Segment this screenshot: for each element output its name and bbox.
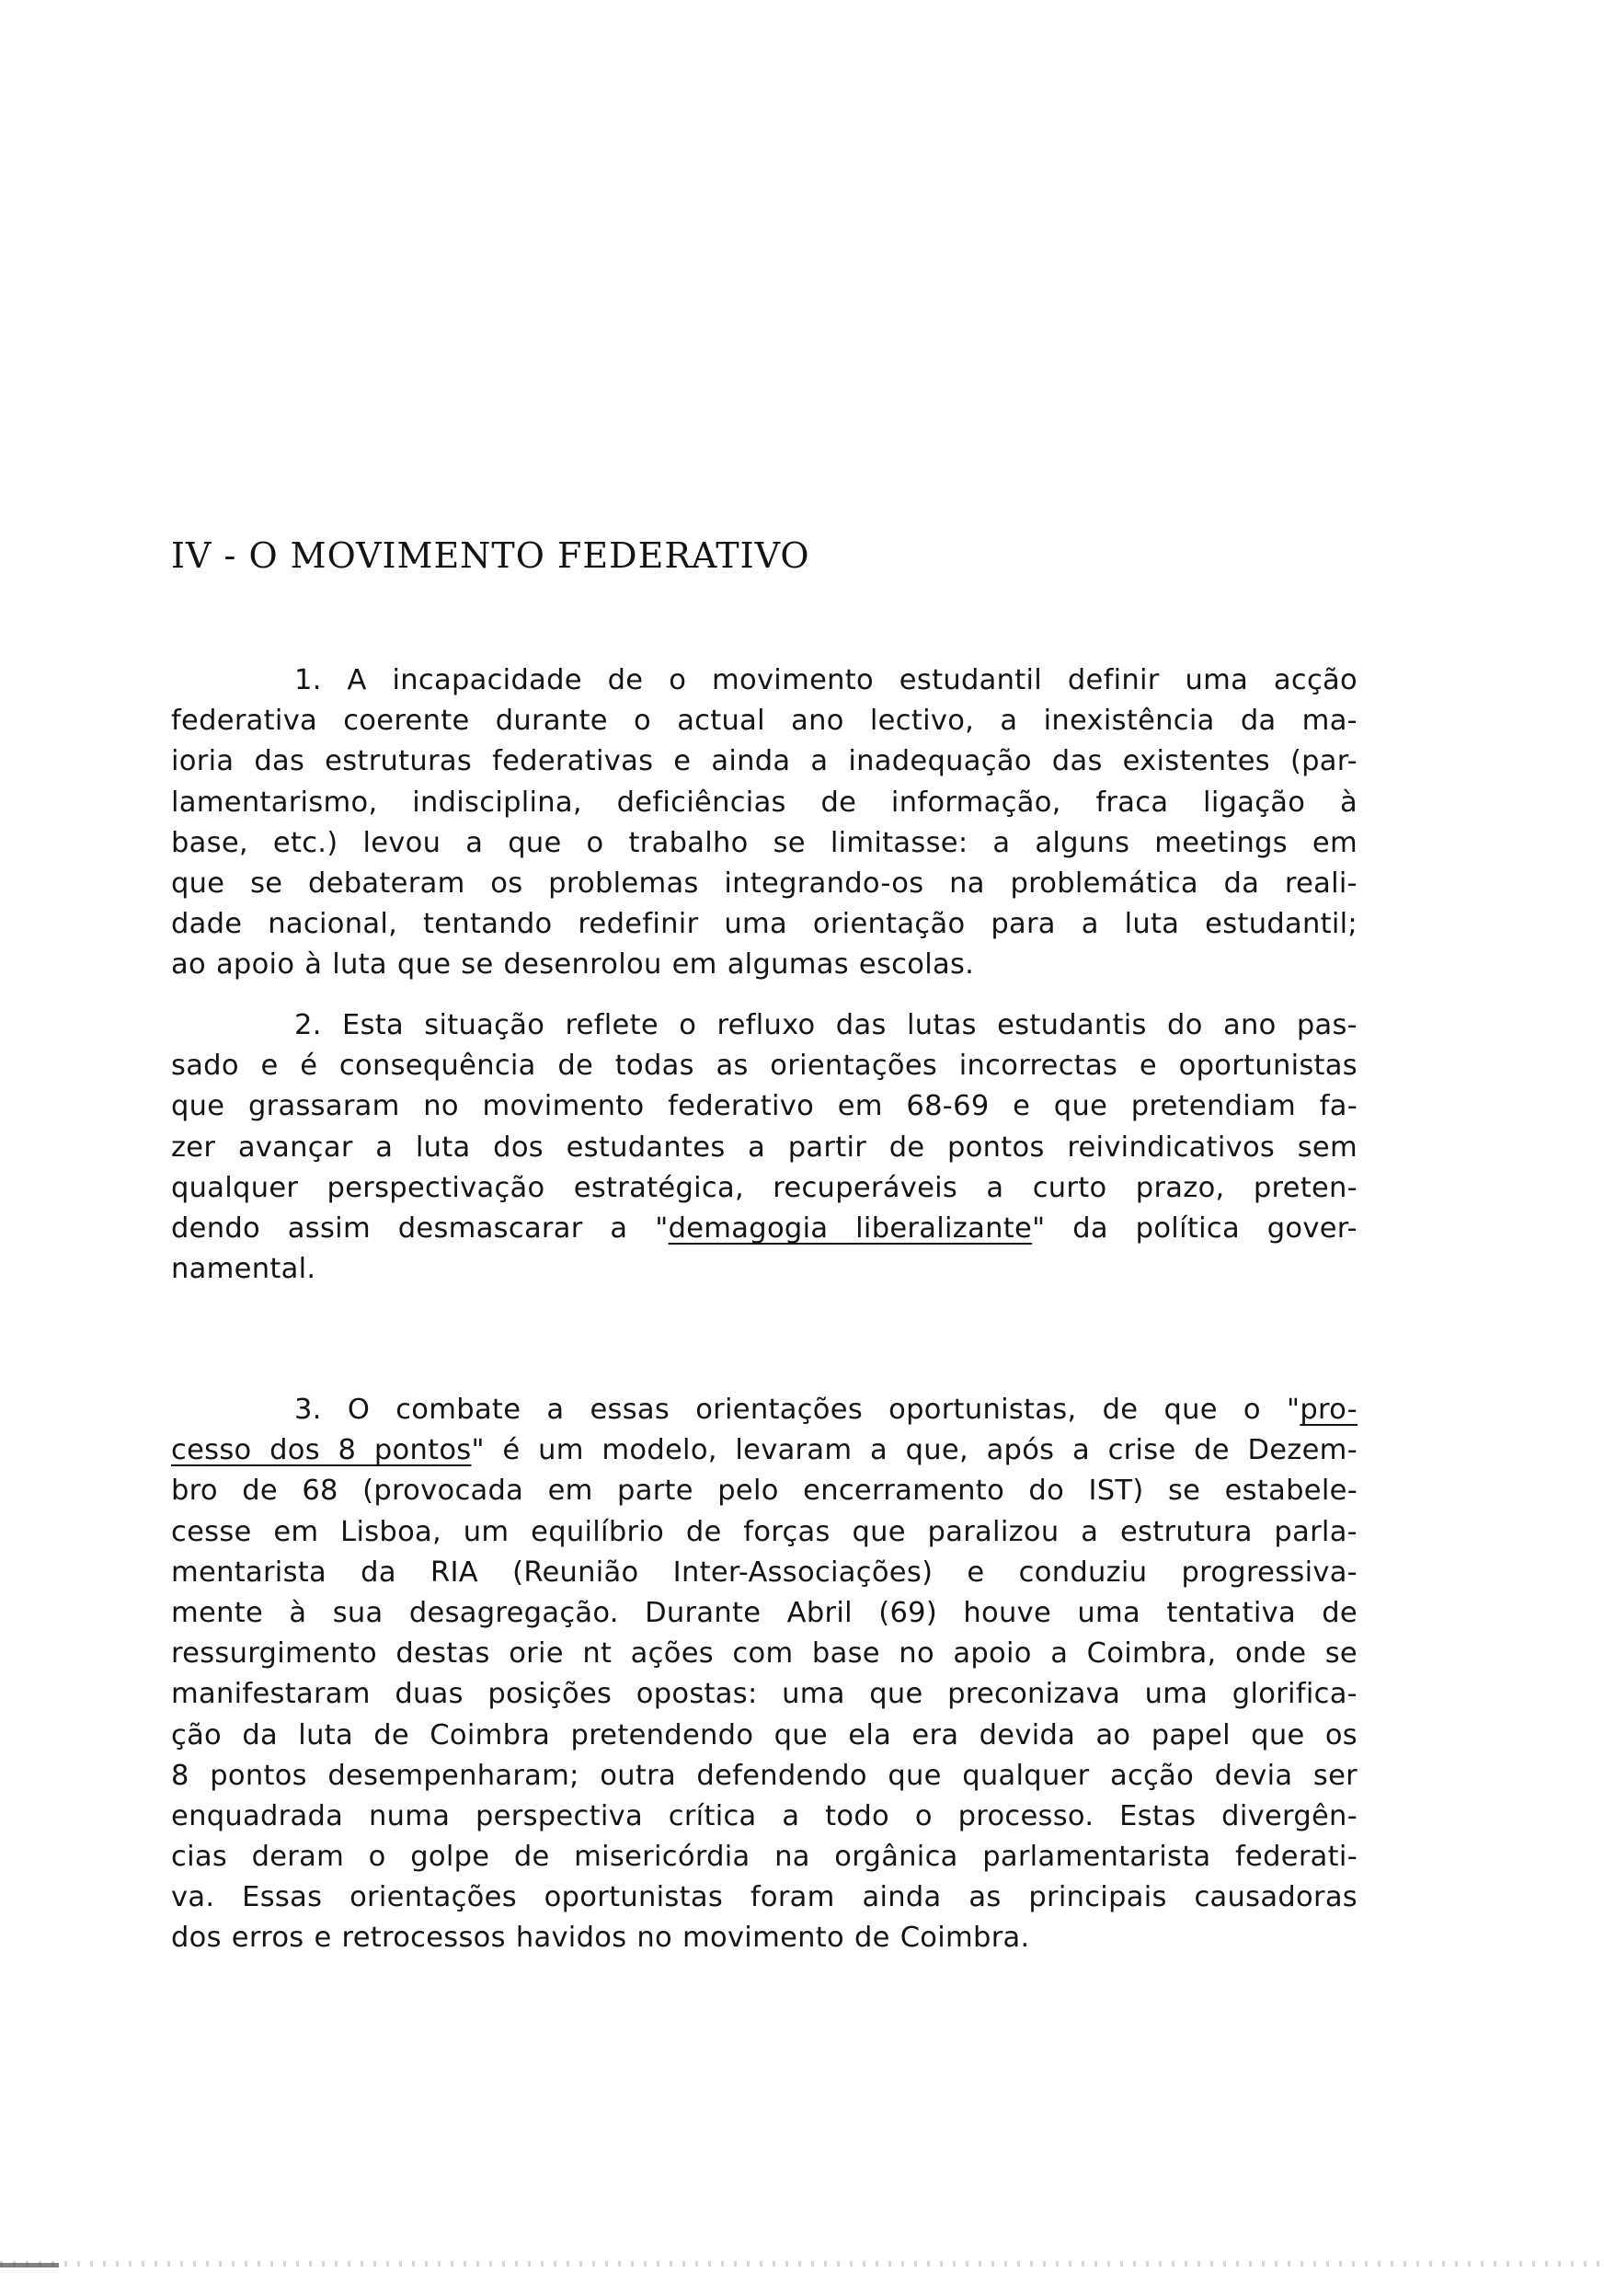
underlined-phrase: pro- bbox=[1300, 1394, 1358, 1426]
paragraph-line: 8 pontos desempenharam; outra defendendo que qualquer acção devia ser bbox=[171, 1759, 1358, 1792]
paragraph-line bbox=[171, 1390, 1358, 1430]
paragraph-line: ção da luta de Coimbra pretendendo que ela era devida ao papel que os bbox=[171, 1718, 1358, 1751]
paragraph-line: manifestaram duas posições opostas: uma que preconizava uma glorifica- bbox=[171, 1678, 1358, 1711]
paragraph-2 bbox=[171, 1005, 1358, 1290]
paragraph-line: ao apoio à luta que se desenrolou em algumas escolas. bbox=[171, 948, 975, 982]
paragraph-line: qualquer perspectivação estratégica, recuperáveis a curto prazo, preten- bbox=[171, 1171, 1358, 1204]
paragraph-line: enquadrada numa perspectiva crítica a todo o processo. Estas divergên- bbox=[171, 1799, 1358, 1832]
paragraph-line: namental. bbox=[171, 1253, 316, 1286]
text-segment: 3. O combate a essas orientações oportunistas, de que o " bbox=[294, 1394, 1300, 1426]
paragraph-line: dade nacional, tentando redefinir uma orientação para a luta estudantil; bbox=[171, 908, 1358, 941]
paragraph-line: mentarista da RIA (Reunião Inter-Associações) e conduziu progressiva- bbox=[171, 1556, 1358, 1589]
paragraph-line: sado e é consequência de todas as orientações incorrectas e oportunistas bbox=[171, 1050, 1358, 1083]
underlined-phrase: demagogia liberalizante bbox=[668, 1211, 1033, 1245]
text-segment: dendo assim desmascarar a " bbox=[171, 1211, 669, 1245]
paragraph-line: que se debateram os problemas integrando-os na problemática da reali- bbox=[171, 867, 1358, 900]
paragraph-3 bbox=[171, 1390, 1358, 1959]
paragraph-1 bbox=[171, 660, 1358, 986]
section-heading: IV - O MOVIMENTO FEDERATIVO bbox=[171, 535, 810, 576]
paragraph-line: cesse em Lisboa, um equilíbrio de forças que paralizou a estrutura parla- bbox=[171, 1515, 1358, 1548]
scan-artifact-mark bbox=[0, 2263, 59, 2267]
scan-artifact-dots bbox=[0, 2261, 1604, 2267]
text-segment: " da política gover- bbox=[1032, 1211, 1358, 1245]
paragraph-line: que grassaram no movimento federativo em 68-69 e que pretendiam fa- bbox=[171, 1090, 1358, 1123]
paragraph-line: 2. Esta situação reflete o refluxo das lutas estudantis do ano pas- bbox=[294, 1009, 1358, 1041]
text-segment: " é um modelo, levaram a que, após a crise de Dezem- bbox=[471, 1434, 1358, 1467]
paragraph-line bbox=[171, 1430, 1358, 1471]
paragraph-line: federativa coerente durante o actual ano lectivo, a inexistência da ma- bbox=[171, 705, 1358, 738]
paragraph-line: bro de 68 (provocada em parte pelo encerramento do IST) se estabele- bbox=[171, 1475, 1358, 1508]
paragraph-line: dos erros e retrocessos havidos no movimento de Coimbra. bbox=[171, 1922, 1030, 1955]
paragraph-line: lamentarismo, indisciplina, deficiências de informação, fraca ligação à bbox=[171, 786, 1358, 819]
paragraph-line: cias deram o golpe de misericórdia na orgânica parlamentarista federati- bbox=[171, 1841, 1358, 1874]
underlined-phrase: cesso dos 8 pontos bbox=[171, 1434, 472, 1467]
paragraph-line: ressurgimento destas orie nt ações com base no apoio a Coimbra, onde se bbox=[171, 1637, 1358, 1670]
paragraph-line bbox=[171, 1209, 1358, 1249]
paragraph-line: 1. A incapacidade de o movimento estudantil definir uma acção bbox=[294, 664, 1358, 696]
paragraph-line: ioria das estruturas federativas e ainda a inadequação das existentes (par- bbox=[171, 745, 1358, 778]
paragraph-line: base, etc.) levou a que o trabalho se limitasse: a alguns meetings em bbox=[171, 826, 1358, 859]
paragraph-line: mente à sua desagregação. Durante Abril (69) houve uma tentativa de bbox=[171, 1596, 1358, 1629]
paragraph-line: va. Essas orientações oportunistas foram ainda as principais causadoras bbox=[171, 1881, 1358, 1914]
paragraph-line: zer avançar a luta dos estudantes a partir de pontos reivindicativos sem bbox=[171, 1131, 1358, 1164]
